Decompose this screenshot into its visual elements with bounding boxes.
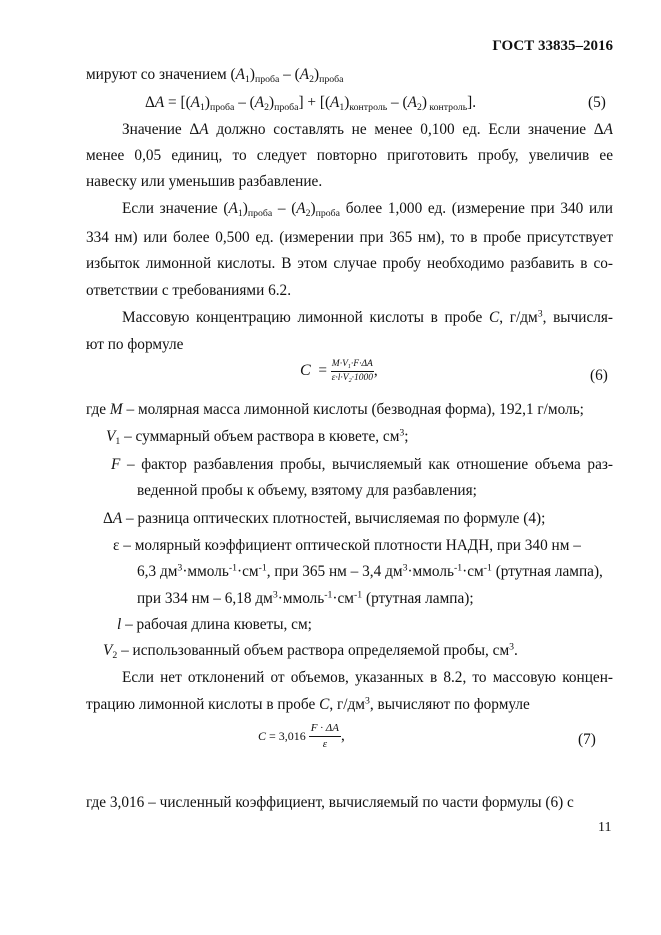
- text-line: избыток лимонной кислоты. В этом случае пробу необходимо разбавить в со-: [86, 255, 613, 272]
- equation-number: (7): [578, 731, 596, 748]
- text-fragment: – молярный коэффициент оптической плотности НАДН, при 340 нм –: [123, 537, 581, 554]
- text-line: Значение ΔA должно составлять не менее 0,100 ед. Если значение ΔA: [122, 121, 613, 138]
- text-line: навеску или уменьшив разбавление.: [86, 173, 323, 190]
- text-fragment: – разница оптических плотностей, вычисляемая по формуле (4);: [126, 510, 546, 527]
- text-line: где 3,016 – численный коэффициент, вычисляемый по части формулы (6) с: [86, 794, 574, 811]
- page-number: 11: [598, 820, 612, 835]
- text-line: ответствии с требованиями 6.2.: [86, 282, 292, 299]
- text-line: Массовую концентрацию лимонной кислоты в пробе C, $г/дм^3$, вычисля-: [122, 308, 614, 326]
- text-line: Если значение $(A_1)_{проба} - (A_2)_{проба}$ более 1,000 ед. (измерение при 340 или: [122, 200, 613, 220]
- text-fragment: , вычисляют по формуле: [369, 696, 530, 713]
- text-fragment: более 1,000 ед. (измерение при 340 или: [345, 200, 613, 217]
- text-fragment: , вычисля-: [542, 309, 614, 326]
- text-fragment: – рабочая длина кюветы, см;: [125, 616, 312, 633]
- definition-F: F – фактор разбавления пробы, вычисляемый как отношение объема раз-: [111, 456, 613, 473]
- text-fragment: (ртутная лампа);: [365, 590, 474, 607]
- text-fragment: Массовую концентрацию лимонной кислоты в пробе: [122, 309, 483, 326]
- text-line: где M – молярная масса лимонной кислоты (безводная форма), 192,1 г/моль;: [86, 401, 584, 418]
- text-line: трацию лимонной кислоты в пробе C, $г/дм^3$, вычисляют по формуле: [86, 695, 530, 713]
- equation-number: (6): [590, 367, 608, 384]
- text-fragment: – суммарный объем раствора в кювете, см: [124, 428, 400, 445]
- text-line: менее 0,05 единиц, то следует повторно приготовить пробу, увеличив ее: [86, 147, 613, 164]
- text-fragment: (ртутная лампа),: [495, 563, 603, 580]
- equation-6: C = $\frac{M\cdot V_1\cdot F\cdot\Delta A}{\varepsilon\cdot l\cdot V_2\cdot 1000}$ ,: [300, 359, 378, 384]
- text-line: при 334 нм – 6,18 $дм^3\cdot ммоль^{-1}\cdot см^{-1}$ (ртутная лампа);: [137, 589, 474, 607]
- equation-5: $\Delta A = [(A_1)_{проба} - (A_2)_{проба}] + [(A_1)_{контроль} - (A_2)$ $_{контроль}$].: [145, 94, 477, 114]
- text-line: веденной пробы к объему, взятому для разбавления;: [137, 482, 477, 499]
- text-fragment: – фактор разбавления пробы, вычисляемый как отношение объема раз-: [126, 456, 613, 473]
- text-fragment: трацию лимонной кислоты в пробе: [86, 696, 316, 713]
- definition-l: l – рабочая длина кюветы, см;: [117, 616, 312, 633]
- definition-V2: $V_2$ – использованный объем раствора определяемой пробы, $см^3$.: [103, 641, 518, 662]
- text-line: Если нет отклонений от объемов, указанных в 8.2, то массовую концен-: [122, 669, 613, 686]
- text-fragment: Если значение: [122, 200, 218, 217]
- document-header: ГОСТ 33835–2016: [492, 38, 613, 54]
- definition-V1: $V_1$ – суммарный объем раствора в кювете, $см^3$;: [106, 427, 409, 448]
- text-line: 334 нм) или более 0,500 ед. (измерении при 365 нм), то в пробе присутствует: [86, 229, 613, 246]
- text-line: ют по формуле: [86, 336, 184, 353]
- text-line: 6,3 $дм^3\cdot ммоль^{-1}\cdot см^{-1}$, при 365 нм – 3,4 $дм^3\cdot ммоль^{-1}\cdot см^{-1}$ (ртутная лампа),: [137, 562, 603, 580]
- text-fragment: – использованный объем раствора определяемой пробы, см: [121, 642, 510, 659]
- text-fragment: 6,3 дм: [137, 563, 178, 580]
- equation-number: (5): [588, 94, 606, 111]
- text-line: мируют со значением $(A_1)_{проба} - (A_2)_{проба}$: [86, 66, 344, 86]
- text-fragment: при 334 нм – 6,18 дм: [137, 590, 273, 607]
- text-fragment: при 365 нм – 3,4 дм: [274, 563, 403, 580]
- definition-dA: ΔA – разница оптических плотностей, вычисляемая по формуле (4);: [103, 510, 546, 527]
- definition-epsilon: ε – молярный коэффициент оптической плотности НАДН, при 340 нм –: [113, 537, 581, 554]
- equation-7: C = 3,016 $\frac{F \cdot \Delta A}{\varepsilon}$ ,: [258, 722, 345, 750]
